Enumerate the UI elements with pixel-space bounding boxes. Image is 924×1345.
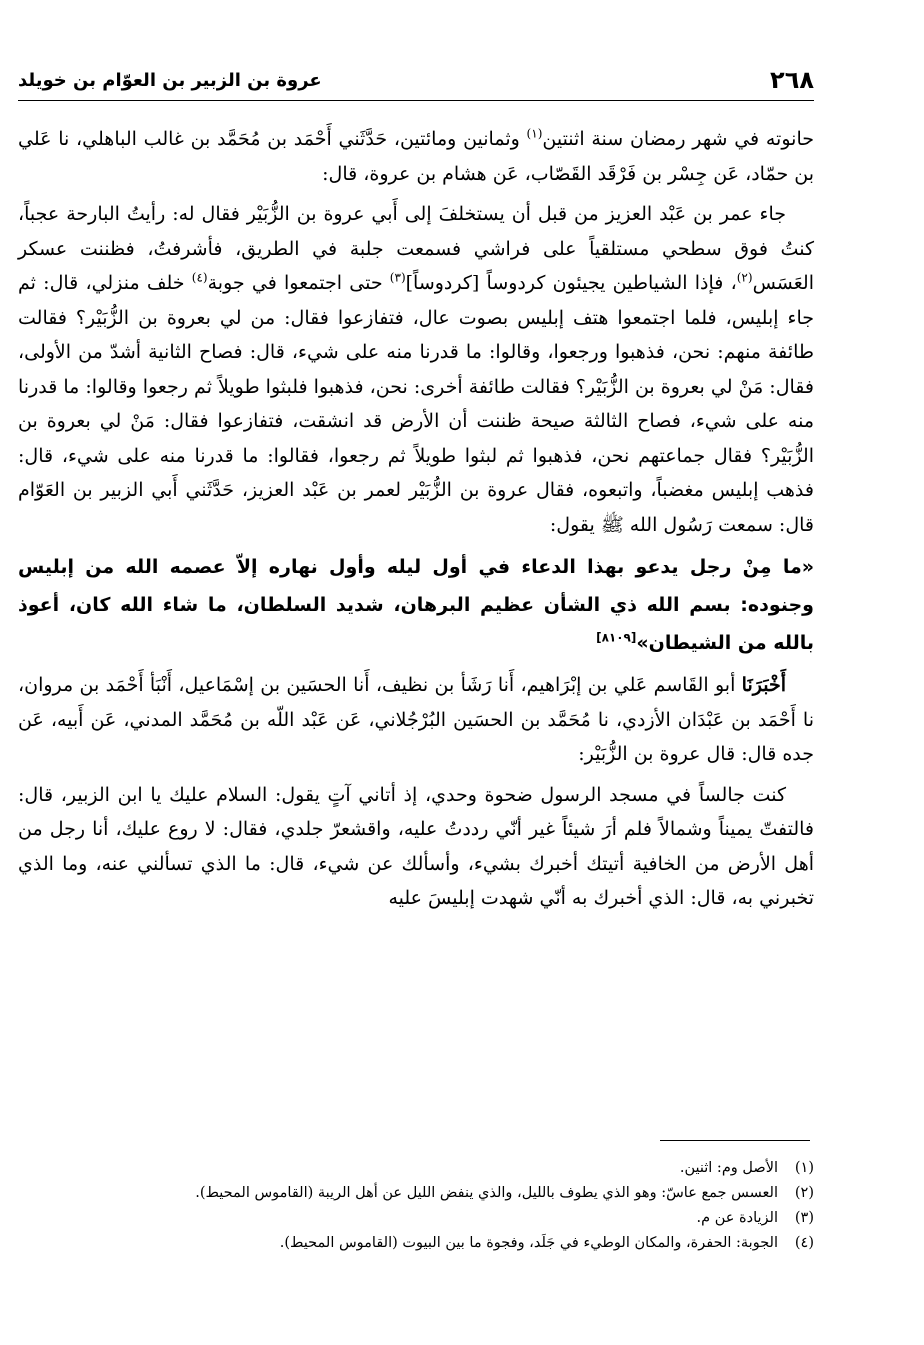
footnote (18, 1231, 814, 1256)
text-run: أبو القَاسم عَلي بن إبْرَاهيم، أَنا رَشَأ بن نظيف، أَنا الحسَين بن إسْمَاعيل، أَنْبَأ أَحْمَد بن مروان، نا أَحْمَد بن عَبْدَان الأزدي، نا مُحَمَّد بن الحسَين البُرْجُلاني، عَن عَبْد اللّه بن مُحَمَّد المدني، عَن أَبيه، عَن جده قال: قال عروة بن الزُّبَيْر: (18, 674, 814, 765)
text-run: كنت جالساً في مسجد الرسول ضحوة وحدي، إذ أتاني آتٍ يقول: السلام عليك يا ابن الزبير، قال: فالتفتّ يميناً وشمالاً فلم أرَ شيئاً غير أنّي رددتُ عليه، واقشعرّ جلدي، فقال: لا روع عليك، أنا رجل من أهل الأرض من الخافية أتيتك أخبرك بشيء، وأسألك عن شيء، قال: ما الذي تسألني عنه، وما الذي تخبرني به، قال: الذي أخبرك به أنّي شهدت إبليسَ عليه (18, 783, 814, 909)
paragraph (18, 668, 814, 772)
paragraph (18, 122, 814, 191)
footnote-text: الزيادة عن م. (696, 1210, 778, 1226)
footnote-rule (660, 1140, 810, 1141)
hadith-text (18, 548, 814, 662)
footnote-ref: (٣) (389, 270, 406, 285)
footnote-text: الأصل وم: اثنين. (679, 1160, 778, 1176)
text-run: حانوته في شهر رمضان سنة اثنتين (542, 128, 814, 150)
footnote-text: العسس جمع عاسّ: وهو الذي يطوف بالليل، والذي ينفض الليل عن أهل الريبة (القاموس المحيط). (195, 1185, 778, 1201)
footnote (18, 1156, 814, 1181)
hadith-number: [٨١٠٩] (596, 630, 637, 645)
main-text (18, 122, 814, 922)
paragraph (18, 778, 814, 916)
text-run: حتى اجتمعوا في جوبة (207, 272, 390, 294)
footnote (18, 1181, 814, 1206)
footnote-ref: (١) (526, 126, 543, 141)
text-run: جاء عمر بن عَبْد العزيز من قبل أن يستخلفَ إلى أَبي عروة بن الزُّبَيْر فقال له: رأيتُ البارحة عجباً، كنتُ فوق سطحي مستلقياً على فراشي فسمعت جلبة في الطريق، فأشرفتُ، فظننت عسكر العَسَس (18, 203, 814, 294)
footnotes (18, 1156, 814, 1256)
page-header (18, 62, 814, 100)
text-run: ، فإذا الشياطين يجيئون كردوساً [كردوساً] (405, 272, 737, 294)
footnote-text: الجوبة: الحفرة، والمكان الوطيء في جَلَد، وفجوة ما بين البيوت (القاموس المحيط). (279, 1235, 778, 1251)
paragraph (18, 197, 814, 542)
page-number: ٢٦٨ (770, 66, 814, 94)
footnote-ref: (٤) (191, 270, 208, 285)
footnote (18, 1206, 814, 1231)
running-title: عروة بن الزبير بن العوّام بن خويلد (18, 70, 322, 91)
isnad-lead: أَخْبَرَنَا (741, 674, 786, 696)
header-rule (18, 100, 814, 101)
text-run: وثمانين ومائتين، حَدَّثَني أَحْمَد بن مُحَمَّد بن غالب الباهلي، نا عَلي بن حمّاد، عَن جِسْر بن فَرْقَد القَصّاب، عَن هشام بن عروة، قال: (18, 128, 814, 185)
footnote-number: (٤) (794, 1235, 814, 1251)
footnote-number: (١) (794, 1160, 814, 1176)
hadith-body: «ما مِنْ رجل يدعو بهذا الدعاء في أول ليله وأول نهاره إلاّ عصمه الله من إبليس وجنوده: بسم الله ذي الشأن عظيم البرهان، شديد السلطان، ما شاء الله كان، أعوذ بالله من الشيطان» (18, 556, 814, 654)
footnote-number: (٢) (794, 1185, 814, 1201)
footnote-number: (٣) (794, 1210, 814, 1226)
footnote-ref: (٢) (736, 270, 753, 285)
text-run: خلف منزلي، قال: ثم جاء إبليس، فلما اجتمعوا هتف إبليس بصوت عال، فتفازعوا فقال: من لي بعروة بن الزُّبَيْر؟ فقالت طائفة منهم: نحن، فذهبوا ورجعوا، وقالوا: ما قدرنا منه على شيء، قال: فصاح الثانية أشدّ من الأولى، فقال: مَنْ لي بعروة بن الزُّبَيْر؟ فقالت طائفة أخرى: نحن، فذهبوا فلبثوا طويلاً ثم رجعوا وقالوا: ما قدرنا منه على شيء، فصاح الثالثة صيحة ظننت أن الأرض قد انشقت، فتفازعوا فقال: مَنْ لي بعروة بن الزُّبَيْر؟ فقال جماعتهم نحن، فذهبوا ثم لبثوا طويلاً ثم رجعوا، فقالوا: ما قدرنا منه على شيء، قال: فذهب إبليس مغضباً، واتبعوه، فقال عروة بن الزُّبَيْر لعمر بن عَبْد العزيز، حَدَّثَني أَبي الزبير بن العَوّام قال: سمعت رَسُول الله ﷺ يقول: (18, 272, 814, 536)
